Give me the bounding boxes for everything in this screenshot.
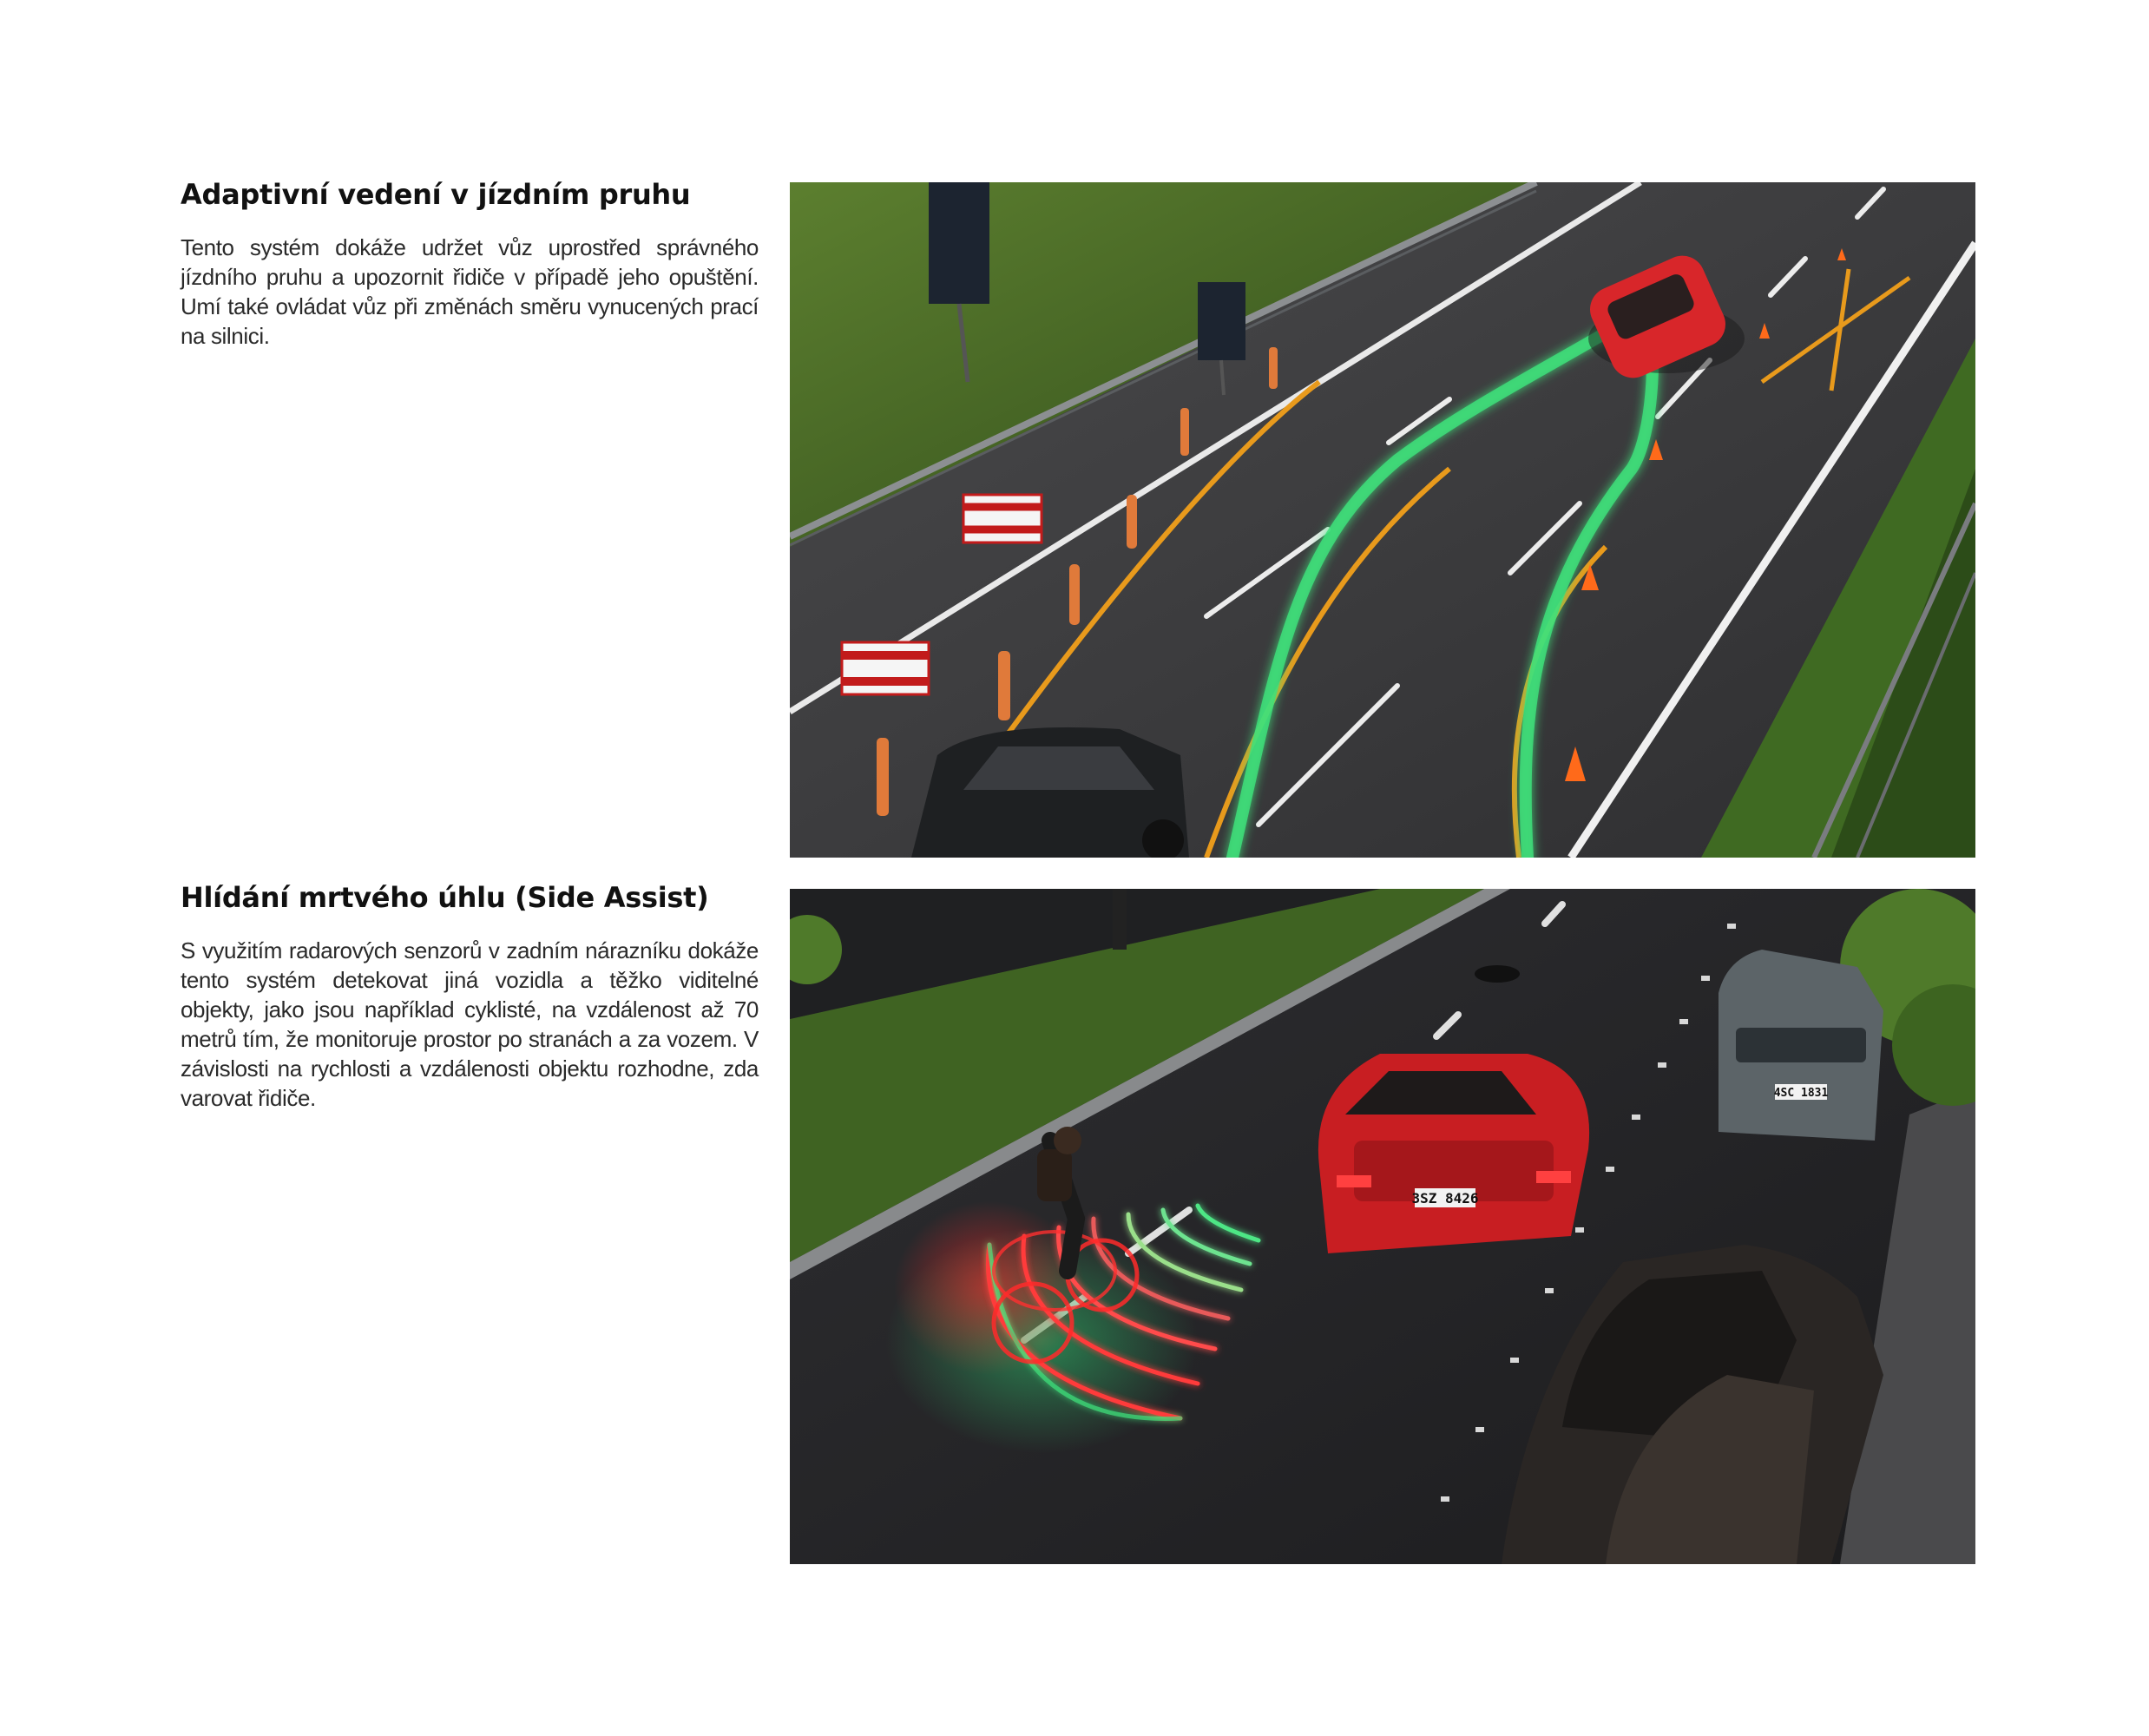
front-plate: 3SZ 8426 (1411, 1190, 1479, 1207)
blind-spot-illustration (790, 889, 1975, 1564)
highway-roadworks-illustration (790, 182, 1975, 858)
dark-suv (911, 727, 1189, 858)
road-sign (929, 182, 989, 304)
lane-assist-heading: Adaptivní vedení v jízdním pruhu (181, 178, 691, 211)
lane-assist-body: Tento systém dokáže udržet vůz uprostřed správného jízdního pruhu a upozornit řidiče v případě jeho opuštění. Umí také ovládat vůz při změnách směru vynucených prací na silnici. (181, 234, 759, 349)
side-assist-heading: Hlídání mrtvého úhlu (Side Assist) (181, 881, 709, 914)
side-assist-text (181, 880, 759, 1113)
side-assist-photo (790, 889, 1975, 1564)
lane-assist-text (181, 177, 759, 351)
rear-plate: 4SC 1831 (1773, 1087, 1829, 1100)
lane-assist-photo (790, 182, 1975, 858)
side-assist-body: S využitím radarových senzorů v zadním nárazníku dokáže tento systém detekovat jiná vozidla a těžko viditelné objekty, jako jsou například cyklisté, na vzdálenost až 70 metrů tím, že monitoruje prostor po stranách a za vozem. V závislosti na rychlosti a vzdálenosti objektu rozhodne, zda varovat řidiče. (181, 937, 759, 1111)
grey-suv (1719, 950, 1883, 1141)
red-car (1318, 1054, 1589, 1253)
